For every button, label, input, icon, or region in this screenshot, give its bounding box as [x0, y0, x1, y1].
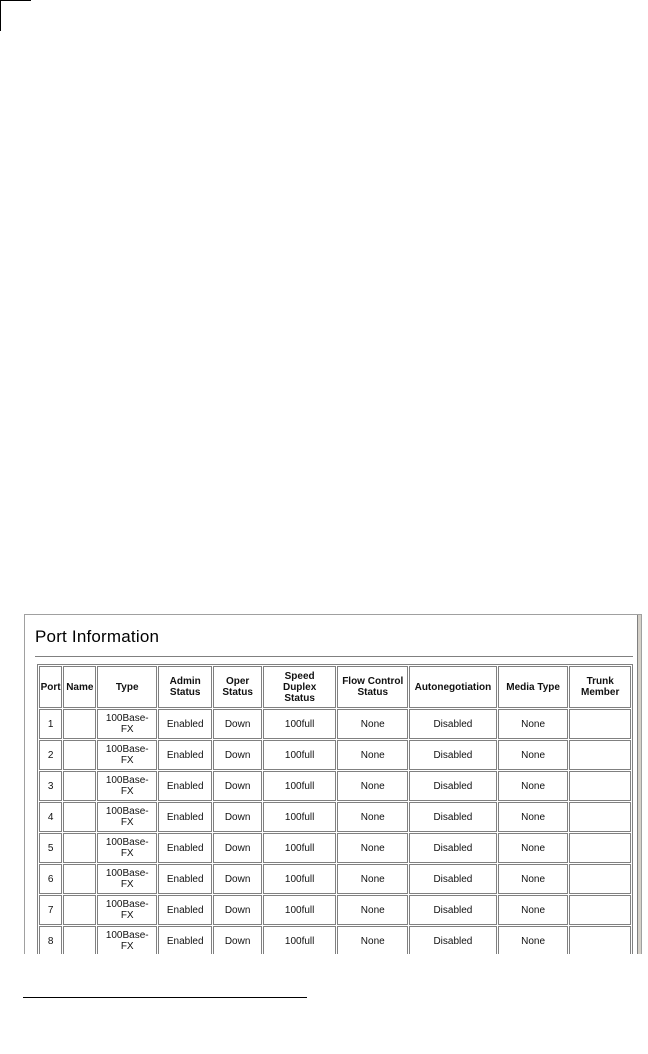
cell-type: 100Base- FX [97, 709, 157, 739]
scrollbar-edge[interactable] [637, 615, 641, 954]
cell-speed-duplex: 100full [263, 864, 337, 894]
cell-media-type: None [498, 895, 569, 925]
cell-media-type: None [498, 771, 569, 801]
column-header-speed-duplex-status: Speed Duplex Status [263, 666, 337, 708]
cell-oper-status: Down [213, 833, 261, 863]
cell-trunk-member [569, 833, 631, 863]
footnote-divider [23, 997, 307, 998]
cell-admin-status: Enabled [158, 771, 212, 801]
column-header-name: Name [63, 666, 96, 708]
cell-media-type: None [498, 926, 569, 954]
cell-type: 100Base- FX [97, 895, 157, 925]
cell-speed-duplex: 100full [263, 740, 337, 770]
cell-oper-status: Down [213, 802, 261, 832]
table-header-row [39, 666, 631, 708]
cell-flow-control: None [337, 895, 408, 925]
cell-oper-status: Down [213, 709, 261, 739]
title-divider [35, 656, 633, 657]
column-header-autonegotiation: Autonegotiation [409, 666, 497, 708]
cell-trunk-member [569, 864, 631, 894]
cell-trunk-member [569, 895, 631, 925]
table-row [39, 926, 631, 954]
column-header-media-type: Media Type [498, 666, 569, 708]
column-header-admin-status: Admin Status [158, 666, 212, 708]
cell-trunk-member [569, 740, 631, 770]
cell-trunk-member [569, 771, 631, 801]
cell-autonegotiation: Disabled [409, 709, 497, 739]
column-header-type: Type [97, 666, 157, 708]
table-row [39, 771, 631, 801]
cell-name [63, 771, 96, 801]
cell-media-type: None [498, 709, 569, 739]
cell-autonegotiation: Disabled [409, 926, 497, 954]
cell-admin-status: Enabled [158, 864, 212, 894]
cell-name [63, 709, 96, 739]
cell-port: 2 [39, 740, 62, 770]
cell-name [63, 926, 96, 954]
cell-admin-status: Enabled [158, 895, 212, 925]
cell-oper-status: Down [213, 740, 261, 770]
cell-type: 100Base- FX [97, 833, 157, 863]
cell-port: 6 [39, 864, 62, 894]
cell-name [63, 833, 96, 863]
cell-autonegotiation: Disabled [409, 864, 497, 894]
cell-port: 4 [39, 802, 62, 832]
cell-name [63, 895, 96, 925]
cell-trunk-member [569, 802, 631, 832]
cell-admin-status: Enabled [158, 926, 212, 954]
cell-port: 3 [39, 771, 62, 801]
table-row [39, 802, 631, 832]
cell-autonegotiation: Disabled [409, 802, 497, 832]
column-header-trunk-member: Trunk Member [569, 666, 631, 708]
cell-oper-status: Down [213, 771, 261, 801]
cell-admin-status: Enabled [158, 833, 212, 863]
crop-mark-vertical [0, 0, 1, 31]
cell-type: 100Base- FX [97, 926, 157, 954]
cell-port: 8 [39, 926, 62, 954]
table-row [39, 709, 631, 739]
cell-flow-control: None [337, 802, 408, 832]
cell-admin-status: Enabled [158, 709, 212, 739]
cell-speed-duplex: 100full [263, 926, 337, 954]
cell-trunk-member [569, 926, 631, 954]
cell-speed-duplex: 100full [263, 771, 337, 801]
page-title: Port Information [35, 627, 160, 646]
column-header-flow-control-status: Flow Control Status [337, 666, 408, 708]
cell-speed-duplex: 100full [263, 833, 337, 863]
cell-flow-control: None [337, 709, 408, 739]
table-row [39, 833, 631, 863]
cell-speed-duplex: 100full [263, 895, 337, 925]
cell-type: 100Base- FX [97, 864, 157, 894]
cell-speed-duplex: 100full [263, 802, 337, 832]
cell-name [63, 802, 96, 832]
port-rows [39, 709, 631, 954]
cell-admin-status: Enabled [158, 802, 212, 832]
cell-media-type: None [498, 864, 569, 894]
cell-oper-status: Down [213, 895, 261, 925]
cell-media-type: None [498, 740, 569, 770]
table-row [39, 895, 631, 925]
column-header-oper-status: Oper Status [213, 666, 261, 708]
cell-port: 1 [39, 709, 62, 739]
cell-autonegotiation: Disabled [409, 833, 497, 863]
cell-flow-control: None [337, 864, 408, 894]
column-header-port: Port [39, 666, 62, 708]
table-row [39, 864, 631, 894]
cell-oper-status: Down [213, 864, 261, 894]
port-information-screenshot [24, 614, 642, 954]
crop-mark-horizontal [0, 0, 31, 1]
cell-flow-control: None [337, 740, 408, 770]
cell-oper-status: Down [213, 926, 261, 954]
cell-autonegotiation: Disabled [409, 771, 497, 801]
cell-type: 100Base- FX [97, 771, 157, 801]
cell-admin-status: Enabled [158, 740, 212, 770]
cell-port: 5 [39, 833, 62, 863]
port-information-table [37, 664, 633, 954]
cell-port: 7 [39, 895, 62, 925]
cell-trunk-member [569, 709, 631, 739]
cell-flow-control: None [337, 771, 408, 801]
cell-media-type: None [498, 802, 569, 832]
table-row [39, 740, 631, 770]
cell-type: 100Base- FX [97, 740, 157, 770]
cell-autonegotiation: Disabled [409, 895, 497, 925]
cell-name [63, 864, 96, 894]
cell-speed-duplex: 100full [263, 709, 337, 739]
cell-flow-control: None [337, 926, 408, 954]
cell-flow-control: None [337, 833, 408, 863]
cell-type: 100Base- FX [97, 802, 157, 832]
cell-name [63, 740, 96, 770]
cell-autonegotiation: Disabled [409, 740, 497, 770]
cell-media-type: None [498, 833, 569, 863]
